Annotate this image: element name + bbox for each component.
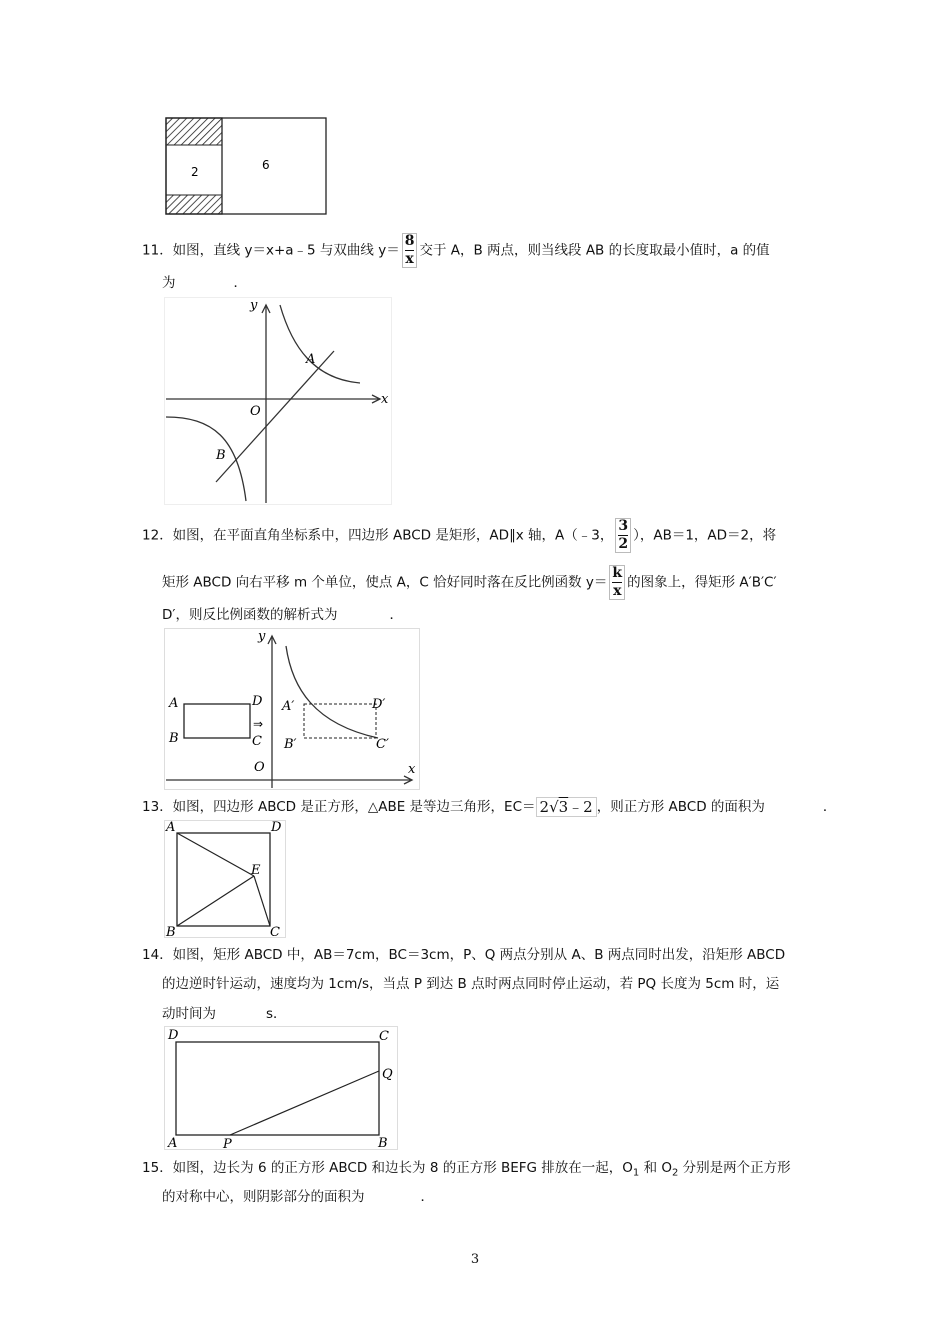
q11-end: ． xyxy=(233,275,247,291)
q15-text-b: 分别是两个正方形 xyxy=(678,1160,791,1176)
q11-number: 11 xyxy=(142,242,160,259)
fig12-point-b-prime: B′ xyxy=(284,737,297,752)
q13-text-a: ．如图，四边形 ABCD 是正方形，△ABE 是等边三角形，EC＝ xyxy=(159,799,536,815)
q15-line2 xyxy=(162,1188,434,1206)
q12-line1 xyxy=(142,518,776,553)
q11-text-a: ．如图，直线 y＝x+a﹣5 与双曲线 y＝ xyxy=(159,242,400,259)
q15-end: ． xyxy=(420,1189,434,1205)
q13-rad-val: 3 xyxy=(558,798,569,816)
q13-rad-tail: ﹣2 xyxy=(568,798,593,816)
figure-q14 xyxy=(164,1026,398,1150)
q11-line1 xyxy=(142,233,770,268)
q15-subscript-1: 1 xyxy=(632,1167,640,1179)
fig12-y-label: y xyxy=(258,629,266,644)
figure-q14-svg xyxy=(164,1026,398,1150)
q11-line2 xyxy=(162,274,247,292)
figure-q13-svg xyxy=(164,820,286,938)
q12-text-e: D′，则反比例函数的解析式为 xyxy=(162,607,338,623)
fig12-x-label: x xyxy=(408,762,416,777)
figure-q10 xyxy=(164,112,328,216)
q11-text-c: 为 xyxy=(162,275,176,291)
q13-end: ． xyxy=(822,799,837,815)
fig14-point-a: A xyxy=(168,1136,178,1150)
figure-q12 xyxy=(164,628,420,790)
q12-frac1-den: 2 xyxy=(618,536,629,552)
q13-rad-coef: 2 xyxy=(539,798,550,816)
q14-text-c: 动时间为 xyxy=(162,1006,216,1022)
q11-text-b: 交于 A，B 两点，则当线段 AB 的长度取最小值时，a 的值 xyxy=(419,242,770,259)
q12-number: 12 xyxy=(142,527,160,544)
fig14-point-q: Q xyxy=(382,1067,393,1082)
q11-fraction xyxy=(402,233,418,268)
q15-text-a: ．如图，边长为 6 的正方形 ABCD 和边长为 8 的正方形 BEFG 排放在一起，O xyxy=(159,1160,633,1176)
fig12-arrow: ⇒ xyxy=(253,717,264,731)
q14-text-a: ．如图，矩形 ABCD 中，AB＝7cm，BC＝3cm，P、Q 两点分别从 A、B 两点同时出发，沿矩形 ABCD xyxy=(159,947,786,963)
q12-line2 xyxy=(162,565,777,600)
q14-line2 xyxy=(162,975,779,993)
q15-text-and: 和 O xyxy=(639,1160,673,1176)
fig14-point-c: C xyxy=(379,1029,389,1044)
fig13-point-b: B xyxy=(166,925,176,938)
fig13-point-c: C xyxy=(270,925,280,938)
q12-text-b: ），AB＝1，AD＝2，将 xyxy=(633,527,777,544)
q12-fraction-1 xyxy=(615,518,631,553)
q13-line1 xyxy=(142,797,836,817)
q14-line1 xyxy=(142,946,785,964)
fig12-origin-label: O xyxy=(254,760,265,775)
fig11-x-label: x xyxy=(381,392,389,407)
fig13-point-d: D xyxy=(271,820,282,835)
fig12-point-c-prime: C′ xyxy=(376,737,389,752)
q12-frac1-num: 3 xyxy=(618,518,629,534)
fig14-point-b: B xyxy=(378,1136,388,1150)
q14-end: s． xyxy=(266,1006,287,1022)
fig11-point-b: B xyxy=(216,448,226,463)
fig12-point-c: C xyxy=(252,734,262,749)
q12-end: ． xyxy=(389,607,403,623)
q14-number: 14 xyxy=(142,947,160,963)
q13-text-b: ，则正方形 ABCD 的面积为 xyxy=(596,799,765,815)
page-number: 3 xyxy=(470,1252,480,1267)
fig12-point-b: B xyxy=(169,731,179,746)
q12-fraction-2 xyxy=(609,565,625,600)
figure-q11 xyxy=(164,297,392,505)
q12-line3 xyxy=(162,606,403,624)
fig12-point-d-prime: D′ xyxy=(372,697,386,712)
fig14-point-p: P xyxy=(223,1137,232,1150)
fig12-point-a-prime: A′ xyxy=(282,699,295,714)
q15-line1 xyxy=(142,1159,791,1183)
q13-number: 13 xyxy=(142,799,160,815)
q13-radical-expression: 2√3﹣2 xyxy=(536,797,597,817)
q12-text-d: 的图象上，得矩形 A′B′C′ xyxy=(627,574,777,591)
fig11-y-label: y xyxy=(250,298,258,313)
fig13-point-e: E xyxy=(251,863,261,878)
q12-frac2-den: x xyxy=(613,583,622,599)
fig11-origin-label: O xyxy=(250,404,261,419)
fig13-point-a: A xyxy=(166,820,176,835)
fig10-left-label: 2 xyxy=(191,165,199,179)
fig12-point-a: A xyxy=(169,696,179,711)
figure-q10-svg xyxy=(164,112,328,216)
fig12-point-d: D xyxy=(252,694,263,709)
q14-text-b: 的边逆时针运动，速度均为 1cm/s，当点 P 到达 B 点时两点同时停止运动，若 PQ 长度为 5cm 时，运 xyxy=(162,976,780,992)
q12-text-c: 矩形 ABCD 向右平移 m 个单位，使点 A，C 恰好同时落在反比例函数 y＝ xyxy=(162,574,608,591)
figure-q11-svg xyxy=(164,297,392,505)
fig11-point-a: A xyxy=(306,352,316,367)
figure-q13 xyxy=(164,820,286,938)
fig10-right-label: 6 xyxy=(262,158,270,172)
q15-text-c: 的对称中心，则阴影部分的面积为 xyxy=(162,1189,365,1205)
q12-frac2-num: k xyxy=(612,565,623,581)
q14-line3 xyxy=(162,1005,287,1023)
q15-subscript-2: 2 xyxy=(672,1167,679,1179)
q12-text-a: ．如图，在平面直角坐标系中，四边形 ABCD 是矩形，AD∥x 轴，A（﹣3， xyxy=(159,527,614,544)
fig14-point-d: D xyxy=(168,1028,179,1043)
q11-frac-num: 8 xyxy=(404,233,415,249)
q11-frac-den: x xyxy=(405,251,414,267)
q15-number: 15 xyxy=(142,1160,160,1176)
figure-q12-svg xyxy=(164,628,420,790)
